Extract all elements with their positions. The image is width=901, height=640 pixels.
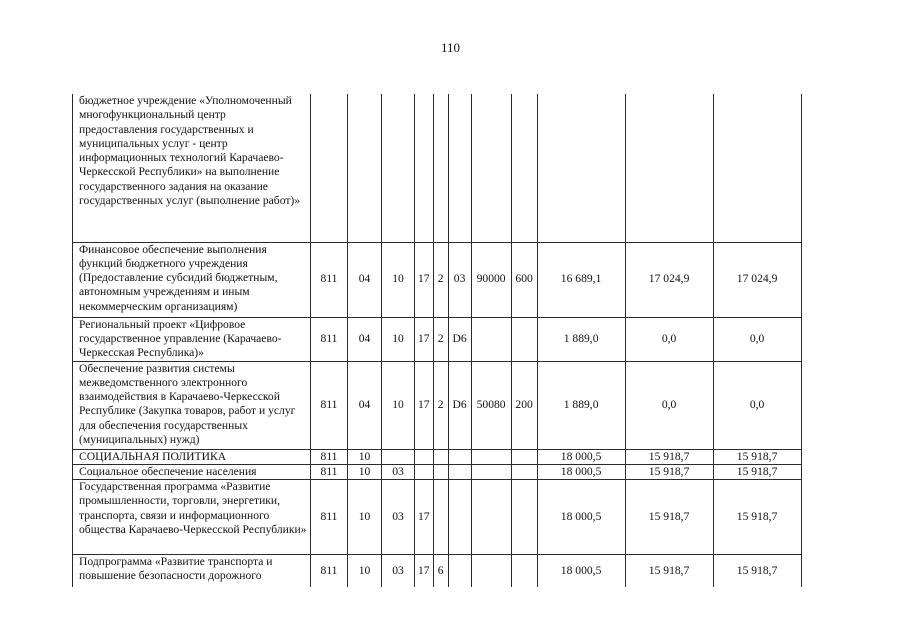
code-cell: 600	[511, 242, 537, 317]
amount-cell: 15 918,7	[625, 464, 713, 479]
code-cell	[448, 464, 471, 479]
row-name: Обеспечение развития системы межведомственного электронного взаимодействия в Карачаево-Черкесской Республике (Закупка товаров, работ и услуг для обеспечения государственных (муниципальных) нужд)	[73, 361, 311, 449]
code-cell: 10	[382, 242, 415, 317]
amount-cell: 18 000,5	[537, 555, 625, 587]
amount-cell	[537, 94, 625, 242]
table-row	[73, 480, 802, 555]
table-row	[73, 94, 802, 242]
row-name: Государственная программа «Развитие промышленности, торговли, энергетики, транспорта, связи и информационного общества Карачаево-Черкесской Республики»	[73, 480, 311, 555]
amount-cell: 17 024,9	[713, 242, 801, 317]
code-cell: 811	[311, 480, 348, 555]
code-cell: 17	[415, 361, 434, 449]
code-cell: 10	[348, 555, 382, 587]
code-cell	[382, 449, 415, 464]
code-cell: 17	[415, 480, 434, 555]
code-cell: 17	[415, 242, 434, 317]
budget-table	[72, 94, 802, 587]
code-cell: D6	[448, 361, 471, 449]
code-cell	[511, 480, 537, 555]
code-cell	[471, 449, 511, 464]
code-cell	[511, 94, 537, 242]
amount-cell: 17 024,9	[625, 242, 713, 317]
amount-cell: 18 000,5	[537, 480, 625, 555]
amount-cell: 15 918,7	[625, 480, 713, 555]
amount-cell: 15 918,7	[625, 449, 713, 464]
code-cell	[471, 480, 511, 555]
row-name: СОЦИАЛЬНАЯ ПОЛИТИКА	[73, 449, 311, 464]
amount-cell: 15 918,7	[713, 555, 801, 587]
code-cell	[433, 464, 448, 479]
amount-cell: 15 918,7	[625, 555, 713, 587]
code-cell: 2	[433, 317, 448, 361]
amount-cell: 1 889,0	[537, 317, 625, 361]
amount-cell: 0,0	[713, 361, 801, 449]
code-cell	[448, 449, 471, 464]
code-cell: 17	[415, 317, 434, 361]
code-cell: 811	[311, 317, 348, 361]
amount-cell: 18 000,5	[537, 464, 625, 479]
amount-cell: 0,0	[625, 317, 713, 361]
code-cell: 50080	[471, 361, 511, 449]
code-cell	[448, 94, 471, 242]
code-cell: 03	[448, 242, 471, 317]
code-cell	[511, 449, 537, 464]
row-name: бюджетное учреждение «Уполномоченный многофункциональный центр предоставления государственных и муниципальных услуг - центр информационных технологий Карачаево-Черкесской Республики» на выполнение государственного задания на оказание государственных услуг (выполнение работ)»	[73, 94, 311, 242]
row-name: Подпрограмма «Развитие транспорта и повышение безопасности дорожного	[73, 555, 311, 587]
code-cell: 17	[415, 555, 434, 587]
code-cell: 811	[311, 464, 348, 479]
code-cell	[471, 464, 511, 479]
code-cell	[415, 94, 434, 242]
row-name: Финансовое обеспечение выполнения функций бюджетного учреждения (Предоставление субсидий бюджетным, автономным учреждениям и иным некоммерческим организациям)	[73, 242, 311, 317]
code-cell: 2	[433, 361, 448, 449]
code-cell: 03	[382, 464, 415, 479]
code-cell: 04	[348, 361, 382, 449]
code-cell: 10	[348, 449, 382, 464]
code-cell: 10	[382, 317, 415, 361]
code-cell	[471, 94, 511, 242]
code-cell	[448, 555, 471, 587]
amount-cell: 18 000,5	[537, 449, 625, 464]
table-row	[73, 555, 802, 587]
table-row	[73, 361, 802, 449]
code-cell: 811	[311, 361, 348, 449]
code-cell: 10	[348, 480, 382, 555]
amount-cell	[713, 94, 801, 242]
table-row	[73, 449, 802, 464]
code-cell: 2	[433, 242, 448, 317]
row-name: Социальное обеспечение населения	[73, 464, 311, 479]
code-cell	[511, 464, 537, 479]
code-cell: 04	[348, 317, 382, 361]
code-cell	[415, 464, 434, 479]
code-cell	[511, 555, 537, 587]
amount-cell: 0,0	[713, 317, 801, 361]
code-cell: 03	[382, 480, 415, 555]
code-cell: 811	[311, 449, 348, 464]
table-row	[73, 317, 802, 361]
code-cell	[511, 317, 537, 361]
page-number: 110	[440, 40, 461, 55]
code-cell	[348, 94, 382, 242]
amount-cell: 16 689,1	[537, 242, 625, 317]
amount-cell: 1 889,0	[537, 361, 625, 449]
code-cell: 03	[382, 555, 415, 587]
code-cell: 811	[311, 242, 348, 317]
code-cell: 90000	[471, 242, 511, 317]
code-cell: 10	[348, 464, 382, 479]
code-cell: 04	[348, 242, 382, 317]
amount-cell: 0,0	[625, 361, 713, 449]
amount-cell: 15 918,7	[713, 449, 801, 464]
amount-cell	[625, 94, 713, 242]
code-cell: 10	[382, 361, 415, 449]
code-cell	[433, 449, 448, 464]
code-cell: 200	[511, 361, 537, 449]
amount-cell: 15 918,7	[713, 480, 801, 555]
code-cell	[448, 480, 471, 555]
amount-cell: 15 918,7	[713, 464, 801, 479]
table-row	[73, 242, 802, 317]
code-cell	[471, 555, 511, 587]
code-cell: 811	[311, 555, 348, 587]
code-cell	[415, 449, 434, 464]
code-cell	[471, 317, 511, 361]
code-cell: 6	[433, 555, 448, 587]
code-cell: D6	[448, 317, 471, 361]
code-cell	[382, 94, 415, 242]
code-cell	[433, 94, 448, 242]
row-name: Региональный проект «Цифровое государственное управление (Карачаево-Черкесская Республика)»	[73, 317, 311, 361]
table-row	[73, 464, 802, 479]
code-cell	[433, 480, 448, 555]
code-cell	[311, 94, 348, 242]
